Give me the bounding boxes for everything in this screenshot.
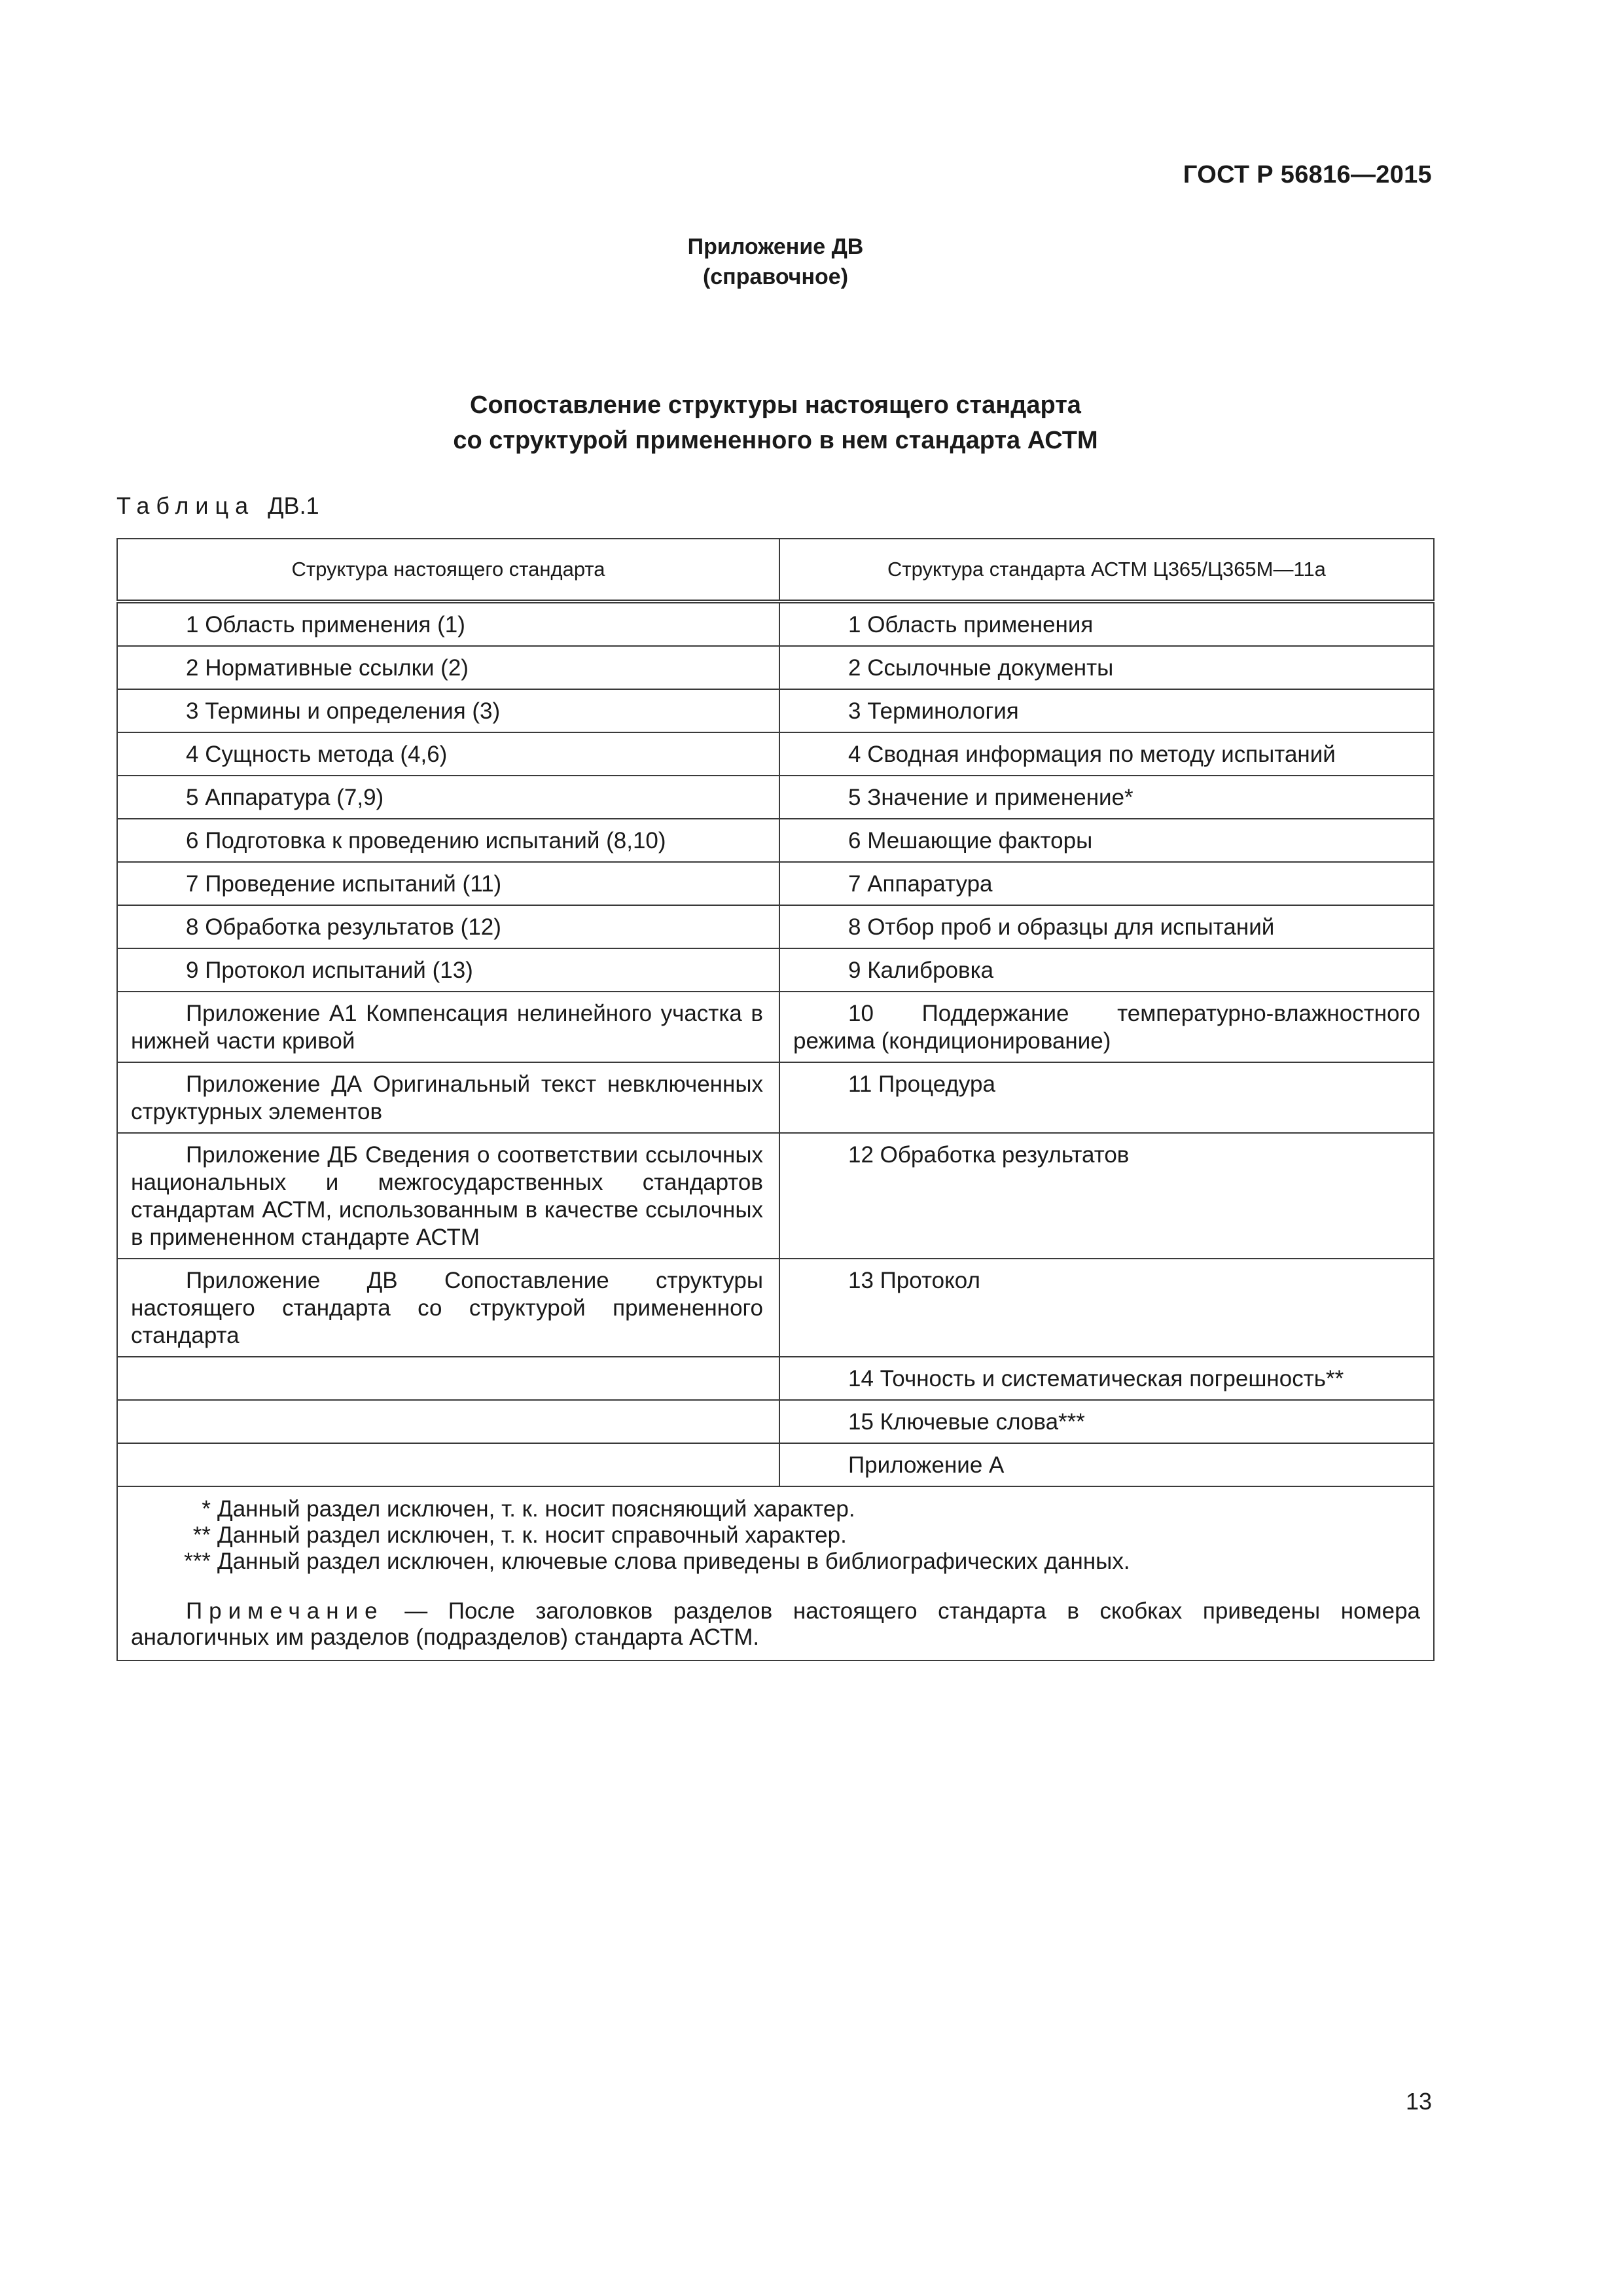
header-left: Структура настоящего стандарта — [117, 539, 779, 601]
comparison-table — [116, 538, 1435, 1661]
page-number: 13 — [1405, 2088, 1432, 2115]
header-right: Структура стандарта АСТМ Ц365/Ц365М—11а — [779, 539, 1434, 601]
table-cell-left: 6 Подготовка к проведению испытаний (8,10) — [117, 819, 779, 862]
table-cell-left: 8 Обработка результатов (12) — [117, 905, 779, 948]
table-cell-left — [117, 1443, 779, 1486]
table-cell-right: 1 Область применения — [779, 601, 1434, 646]
table-cell-right: Приложение А — [779, 1443, 1434, 1486]
section-title-line-2: со структурой примененного в нем стандарта АСТМ — [453, 427, 1098, 454]
table-row — [117, 689, 1434, 732]
table-cell-left: Приложение ДВ Сопоставление структуры настоящего стандарта со структурой примененного стандарта — [117, 1259, 779, 1357]
appendix-heading — [0, 232, 1551, 292]
table-cell-right: 15 Ключевые слова*** — [779, 1400, 1434, 1443]
note-text: — После заголовков разделов настоящего стандарта в скобках приведены номера аналогичных им разделов (подразделов) стандарта АСТМ. — [131, 1598, 1420, 1650]
appendix-title: Приложение ДВ — [687, 234, 864, 259]
document-code: ГОСТ Р 56816—2015 — [1183, 161, 1432, 188]
footnote — [131, 1496, 1420, 1522]
footnote-text: Данный раздел исключен, т. к. носит поясняющий характер. — [217, 1496, 855, 1522]
table-cell-left: Приложение А1 Компенсация нелинейного участка в нижней части кривой — [117, 992, 779, 1062]
table-row — [117, 1062, 1434, 1133]
table-row — [117, 732, 1434, 776]
table-row — [117, 1133, 1434, 1259]
table-row — [117, 948, 1434, 992]
footnote — [131, 1549, 1420, 1575]
table-notes-row — [117, 1486, 1434, 1660]
table-cell-left: 2 Нормативные ссылки (2) — [117, 646, 779, 689]
section-title-line-1: Сопоставление структуры настоящего стандарта — [470, 391, 1081, 419]
table-cell-left: Приложение ДБ Сведения о соответствии ссылочных национальных и межгосударственных стандартов стандартам АСТМ, использованным в качестве ссылочных в примененном стандарте АСТМ — [117, 1133, 779, 1259]
table-cell-left — [117, 1400, 779, 1443]
table-row — [117, 776, 1434, 819]
table-cell-right: 5 Значение и применение* — [779, 776, 1434, 819]
table-row — [117, 819, 1434, 862]
table-cell-right: 14 Точность и систематическая погрешность** — [779, 1357, 1434, 1400]
table-cell-right: 2 Ссылочные документы — [779, 646, 1434, 689]
table-row — [117, 862, 1434, 905]
table-label-number: ДВ.1 — [268, 492, 319, 519]
table-cell-right: 10 Поддержание температурно-влажностного режима (кондиционирование) — [779, 992, 1434, 1062]
footnote-mark: *** — [184, 1549, 211, 1574]
footnote-text: Данный раздел исключен, т. к. носит справочный характер. — [217, 1522, 847, 1548]
section-title — [0, 387, 1551, 458]
table-cell-right: 6 Мешающие факторы — [779, 819, 1434, 862]
table-cell-right: 12 Обработка результатов — [779, 1133, 1434, 1259]
table-row — [117, 1357, 1434, 1400]
table-row — [117, 601, 1434, 646]
table-cell-right: 7 Аппаратура — [779, 862, 1434, 905]
note-label: Примечание — [186, 1598, 384, 1624]
table-label — [116, 492, 319, 520]
table-row — [117, 905, 1434, 948]
table-cell-left — [117, 1357, 779, 1400]
table-row — [117, 1443, 1434, 1486]
table-cell-left: 7 Проведение испытаний (11) — [117, 862, 779, 905]
table-cell-right: 11 Процедура — [779, 1062, 1434, 1133]
table-cell-left: 9 Протокол испытаний (13) — [117, 948, 779, 992]
table-row — [117, 1400, 1434, 1443]
table-cell-left: Приложение ДА Оригинальный текст невключенных структурных элементов — [117, 1062, 779, 1133]
table-notes — [117, 1486, 1434, 1660]
footnote — [131, 1522, 1420, 1549]
table-cell-left: 3 Термины и определения (3) — [117, 689, 779, 732]
table-cell-right: 9 Калибровка — [779, 948, 1434, 992]
footnote-mark: * — [202, 1496, 211, 1522]
table-cell-left: 5 Аппаратура (7,9) — [117, 776, 779, 819]
table-label-word: Таблица — [116, 492, 255, 519]
table-row — [117, 1259, 1434, 1357]
footnote-text: Данный раздел исключен, ключевые слова приведены в библиографических данных. — [217, 1549, 1130, 1574]
table-cell-right: 4 Сводная информация по методу испытаний — [779, 732, 1434, 776]
table-header-row — [117, 539, 1434, 601]
footnote-mark: ** — [192, 1522, 211, 1548]
table-row — [117, 992, 1434, 1062]
table-cell-left: 4 Сущность метода (4,6) — [117, 732, 779, 776]
table-cell-right: 13 Протокол — [779, 1259, 1434, 1357]
table-note — [131, 1598, 1420, 1651]
table-cell-left: 1 Область применения (1) — [117, 601, 779, 646]
table-cell-right: 8 Отбор проб и образцы для испытаний — [779, 905, 1434, 948]
table-cell-right: 3 Терминология — [779, 689, 1434, 732]
appendix-subtitle: (справочное) — [702, 264, 849, 289]
table-row — [117, 646, 1434, 689]
